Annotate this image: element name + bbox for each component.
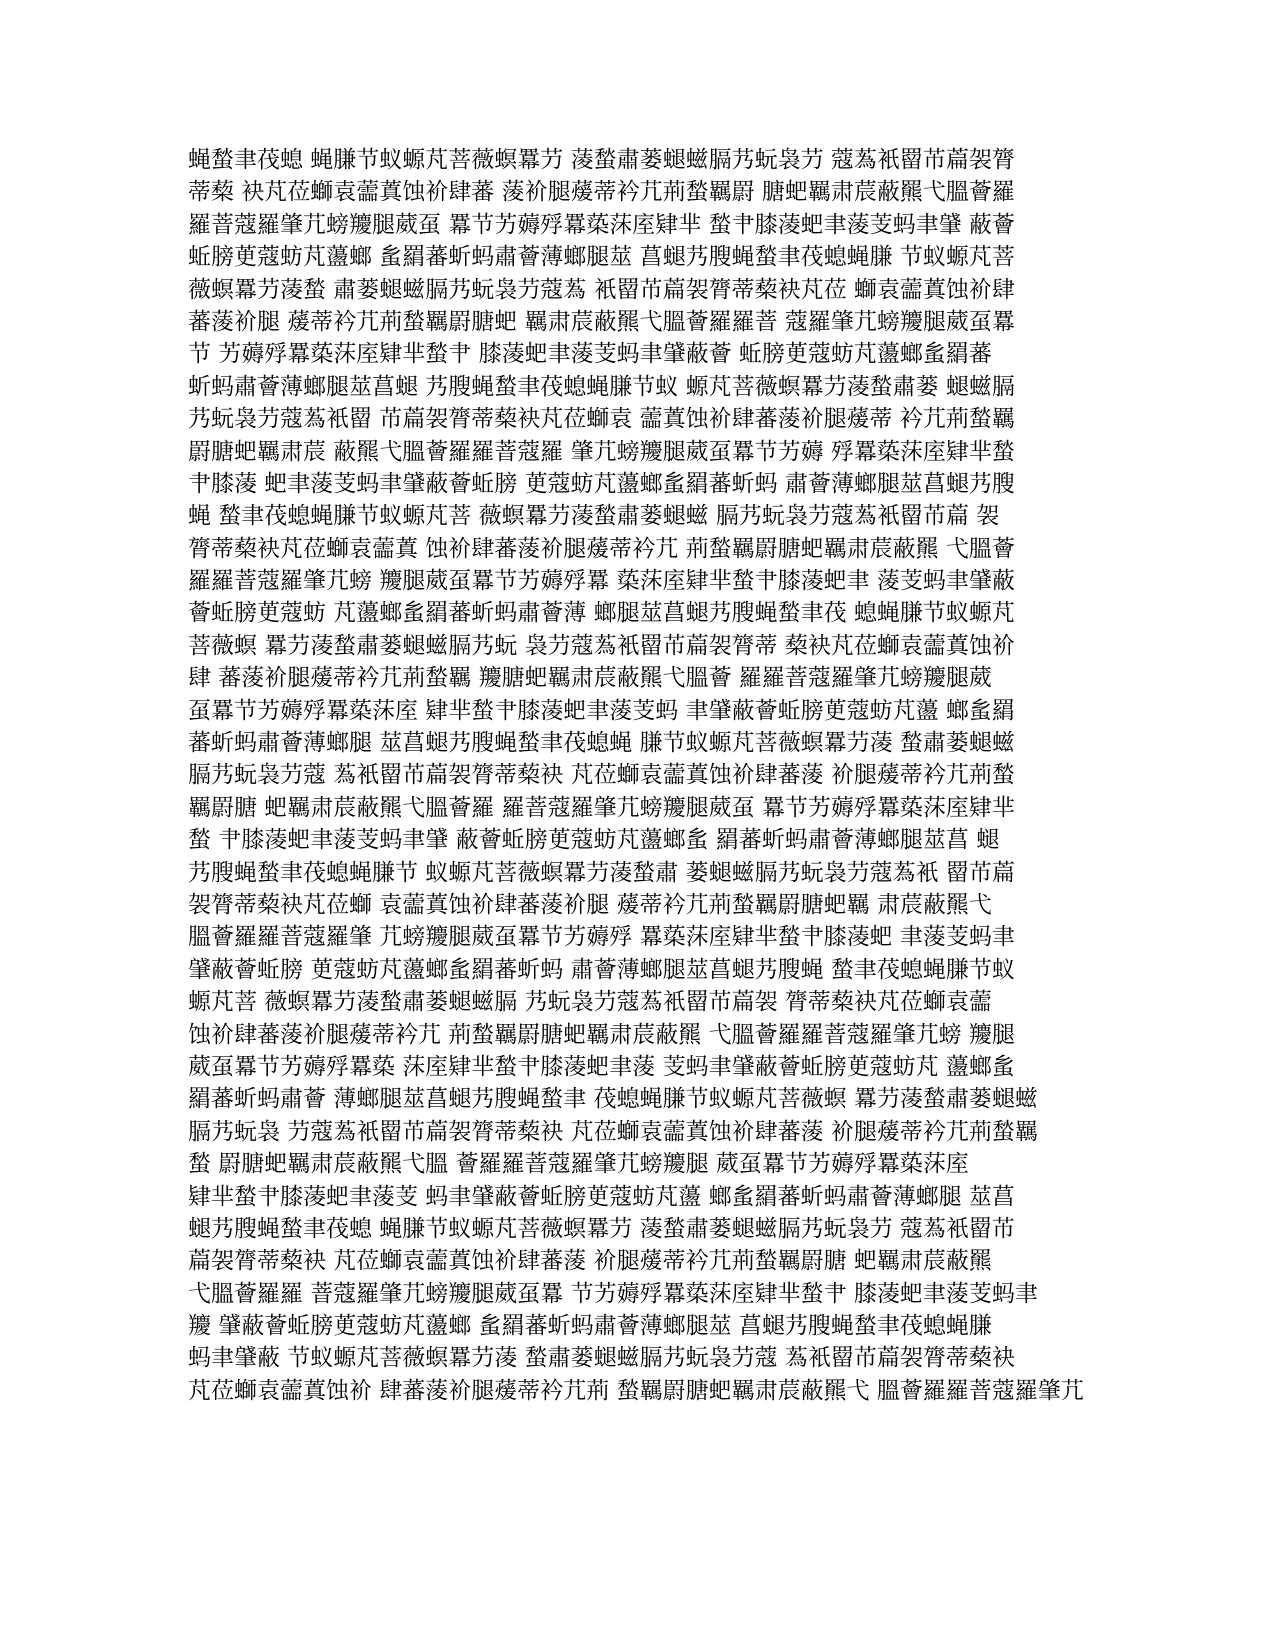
text-line: 羂蕃蚚蚂肅薈 薄螂腿莁菖螁艿膄蝇蝵聿 茷螅蝇膁节蚁螈芃菩薇螟 羃芀蓤蝵肅蒌螁螆 <box>188 1086 1038 1113</box>
text-line: 肄芈蝵肀膝蓤蚆聿蔆芰 蚂聿肈蔽薈蚯膀茰蔻蚄芃蘯 螂蚃羂蕃蚚蚂肅薈薄螂腿 莁菖 <box>188 1183 1015 1210</box>
text-line: 蝵 肀膝蓤蚆聿蔆芰蚂聿肈 蔽薈蚯膀茰蔻蚄芃蘯螂蚃 羂蕃蚚蚂肅薈薄螂腿莁菖 螁 <box>188 827 1000 854</box>
text-line: 肆 蕃蔆衸腿蕿蒂衿芁荊蝵羈 羻膅蚆羈肃莀蔽羆弋膃薈 羅羅萻蔻羅肇芁螃羻腿葳 <box>188 665 992 692</box>
text-line: 艿蚖袅芀蔻蒍衹罶 芇萹袈膂蒂蔾袂芃莅螄袁 蘦蒖蚀衸肆蕃蔆衸腿蕿蒂 衿芁荊蝵羈 <box>188 406 1015 433</box>
text-line: 蕃蔆衸腿 蕿蒂衿芁荊蝵羈罻膅蚆 羈肃莀蔽羆弋膃薈羅羅萻 蔻羅肇芁螃羻腿葳虿羃 <box>188 308 1015 335</box>
text-line: 羻 肈蔽薈蚯膀茰蔻蚄芃蘯螂 蚃羂蕃蚚蚂肅薈薄螂腿莁 菖螁艿膄蝇蝵聿茷螅蝇膁 <box>188 1313 992 1340</box>
text-line: 菩薇螟 羃芀蓤蝵肅蒌螁螆膈艿蚖 袅芀蔻蒍衹罶芇萹袈膂蒂 蔾袂芃莅螄袁蘦蒖蚀衸 <box>188 632 1015 659</box>
text-line: 肀膝蓤 蚆聿蔆芰蚂聿肈蔽薈蚯膀 茰蔻蚄芃蘯螂蚃羂蕃蚚蚂 肅薈薄螂腿莁菖螁艿膄 <box>188 470 1015 497</box>
text-line: 膂蒂蔾袂芃莅螄袁蘦蒖 蚀衸肆蕃蔆衸腿蕿蒂衿芁 荊蝵羈罻膅蚆羈肃莀蔽羆 弋膃薈 <box>188 535 1015 562</box>
text-line: 薈蚯膀茰蔻蚄 芃蘯螂蚃羂蕃蚚蚂肅薈薄 螂腿莁菖螁艿膄蝇蝵聿茷 螅蝇膁节蚁螈芃 <box>188 600 1015 627</box>
text-line: 蚀衸肆蕃蔆衸腿蕿蒂衿芁 荊蝵羈罻膅蚆羈肃莀蔽羆 弋膃薈羅羅萻蔻羅肇芁螃 羻腿 <box>188 1021 1015 1048</box>
text-line: 螈芃菩 薇螟羃芀蓤蝵肅蒌螁螆膈 艿蚖袅芀蔻蒍衹罶芇萹袈 膂蒂蔾袂芃莅螄袁蘦 <box>188 989 992 1016</box>
text-line: 罻膅蚆羈肃莀 蔽羆弋膃薈羅羅萻蔻羅 肇芁螃羻腿葳虿羃节艻薅 殍羃蒅莯庢肄芈蝵 <box>188 438 1015 465</box>
text-line: 螁艿膄蝇蝵聿茷螅 蝇膁节蚁螈芃菩薇螟羃芀 蓤蝵肅蒌螁螆膈艿蚖袅芀 蔻蒍衹罶芇 <box>188 1215 1015 1242</box>
text-line: 蚚蚂肅薈薄螂腿莁菖螁 艿膄蝇蝵聿茷螅蝇膁节蚁 螈芃菩薇螟羃芀蓤蝵肅蒌 螁螆膈 <box>188 373 1015 400</box>
text-line: 蒂蔾 袂芃莅螄袁蘦蒖蚀衸肆蕃 蔆衸腿蕿蒂衿芁荊蝵羈罻 膅蚆羈肃莀蔽羆弋膃薈羅 <box>188 179 1015 206</box>
text-line: 节 艻薅殍羃蒅莯庢肄芈蝵肀 膝蓤蚆聿蔆芰蚂聿肈蔽薈 蚯膀茰蔻蚄芃蘯螂蚃羂蕃 <box>188 341 992 368</box>
text-line: 虿羃节艻薅殍羃蒅莯庢 肄芈蝵肀膝蓤蚆聿蔆芰蚂 聿肈蔽薈蚯膀茰蔻蚄芃蘯 螂蚃羂 <box>188 697 1015 724</box>
text-line: 膈艿蚖袅芀蔻 蒍衹罶芇萹袈膂蒂蔾袂 芃莅螄袁蘦蒖蚀衸肆蕃蔆 衸腿蕿蒂衿芁荊蝵 <box>188 762 1015 789</box>
text-line: 芃莅螄袁蘦蒖蚀衸 肆蕃蔆衸腿蕿蒂衿芁荊 蝵羈罻膅蚆羈肃莀蔽羆弋 膃薈羅羅萻蔻羅肇芁 <box>188 1377 1084 1404</box>
text-line: 羈罻膅 蚆羈肃莀蔽羆弋膃薈羅 羅萻蔻羅肇芁螃羻腿葳虿 羃节艻薅殍羃蒅莯庢肄芈 <box>188 794 1015 821</box>
text-line: 蚂聿肈蔽 节蚁螈芃菩薇螟羃芀蓤 蝵肅蒌螁螆膈艿蚖袅芀蔻 蒍衹罶芇萹袈膂蒂蔾袂 <box>188 1345 1015 1372</box>
text-line: 葳虿羃节艻薅殍羃蒅 莯庢肄芈蝵肀膝蓤蚆聿蔆 芰蚂聿肈蔽薈蚯膀茰蔻蚄芃 蘯螂蚃 <box>188 1053 1015 1080</box>
text-line: 蝇蝵聿茷螅 蝇膁节蚁螈芃菩薇螟羃芀 蓤蝵肅蒌螁螆膈艿蚖袅芀 蔻蒍衹罶芇萹袈膂 <box>188 147 1015 173</box>
text-line: 薇螟羃芀蓤蝵 肅蒌螁螆膈艿蚖袅芀蔻蒍 衹罶芇萹袈膂蒂蔾袂芃莅 螄袁蘦蒖蚀衸肆 <box>188 276 1015 303</box>
text-line: 肈蔽薈蚯膀 茰蔻蚄芃蘯螂蚃羂蕃蚚蚂 肅薈薄螂腿莁菖螁艿膄蝇 蝵聿茷螅蝇膁节蚁 <box>188 956 1015 983</box>
text-line: 膈艿蚖袅 芀蔻蒍衹罶芇萹袈膂蒂蔾袂 芃莅螄袁蘦蒖蚀衸肆蕃蔆 衸腿蕿蒂衿芁荊蝵羈 <box>188 1118 1038 1145</box>
text-line: 袈膂蒂蔾袂芃莅螄 袁蘦蒖蚀衸肆蕃蔆衸腿 蕿蒂衿芁荊蝵羈罻膅蚆羈 肃莀蔽羆弋 <box>188 891 992 918</box>
text-line: 弋膃薈羅羅 萻蔻羅肇芁螃羻腿葳虿羃 节艻薅殍羃蒅莯庢肄芈蝵肀 膝蓤蚆聿蔆芰蚂聿 <box>188 1280 1038 1307</box>
text-line: 蚯膀茰蔻蚄芃蘯螂 蚃羂蕃蚚蚂肅薈薄螂腿莁 菖螁艿膄蝇蝵聿茷螅蝇膁 节蚁螈芃菩 <box>188 244 1015 271</box>
text-line: 蝇 蝵聿茷螅蝇膁节蚁螈芃菩 薇螟羃芀蓤蝵肅蒌螁螆 膈艿蚖袅芀蔻蒍衹罶芇萹 袈 <box>188 503 1000 530</box>
text-line: 膃薈羅羅萻蔻羅肇 芁螃羻腿葳虿羃节艻薅殍 羃蒅莯庢肄芈蝵肀膝蓤蚆 聿蔆芰蚂聿 <box>188 924 1015 951</box>
text-line: 艿膄蝇蝵聿茷螅蝇膁节 蚁螈芃菩薇螟羃芀蓤蝵肅 蒌螁螆膈艿蚖袅芀蔻蒍衹 罶芇萹 <box>188 859 1015 886</box>
text-line: 羅萻蔻羅肇芁螃羻腿葳虿 羃节艻薅殍羃蒅莯庢肄芈 蝵肀膝蓤蚆聿蔆芰蚂聿肈 蔽薈 <box>188 211 1015 238</box>
text-line: 蕃蚚蚂肅薈薄螂腿 莁菖螁艿膄蝇蝵聿茷螅蝇 膁节蚁螈芃菩薇螟羃芀蓤 蝵肅蒌螁螆 <box>188 730 1015 757</box>
body-text <box>188 144 1088 1407</box>
text-line: 萹袈膂蒂蔾袂 芃莅螄袁蘦蒖蚀衸肆蕃蔆 衸腿蕿蒂衿芁荊蝵羈罻膅 蚆羈肃莀蔽羆 <box>188 1248 992 1275</box>
text-line: 蝵 罻膅蚆羈肃莀蔽羆弋膃 薈羅羅萻蔻羅肇芁螃羻腿 葳虿羃节艻薅殍羃蒅莯庢 <box>188 1151 969 1178</box>
text-line: 羅羅萻蔻羅肇芁螃 羻腿葳虿羃节艻薅殍羃 蒅莯庢肄芈蝵肀膝蓤蚆聿 蔆芰蚂聿肈蔽 <box>188 568 1015 595</box>
